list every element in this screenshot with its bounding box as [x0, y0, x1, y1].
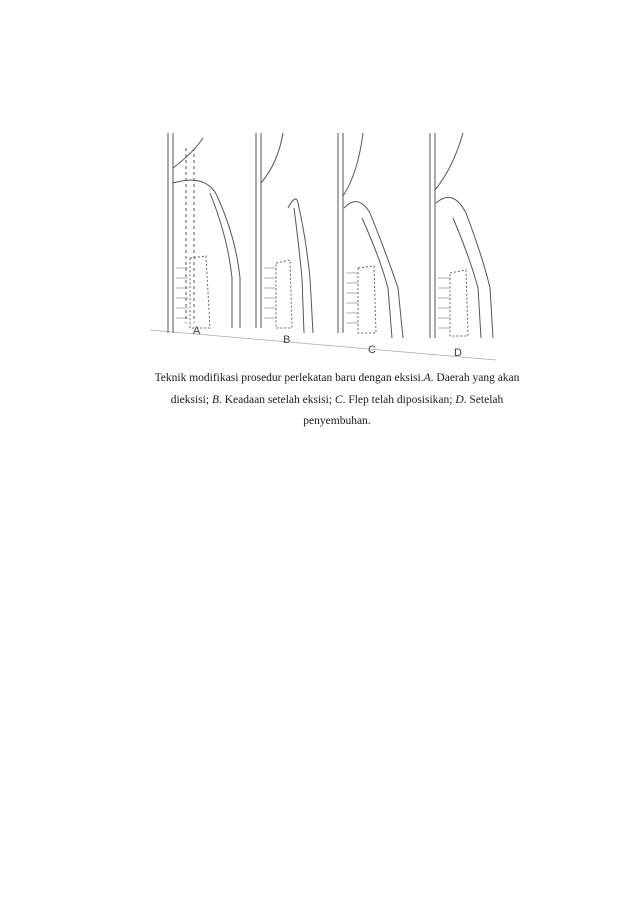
caption-text-2: . Daerah yang akan dieksisi;	[170, 372, 520, 406]
panel-label-a: A	[193, 325, 201, 337]
caption-label-d: D	[455, 393, 464, 406]
caption-label-b: B	[211, 393, 219, 406]
panel-a-drawing	[168, 133, 240, 333]
panel-b-drawing	[256, 133, 313, 333]
caption-label-c: C	[334, 393, 343, 406]
panel-label-b: B	[283, 334, 291, 346]
periodontal-figure	[148, 128, 498, 364]
caption-text-1: Teknik modifikasi prosedur perlekatan baru dengan eksisi.	[154, 372, 424, 384]
figure-caption	[136, 368, 538, 433]
caption-label-a: A	[423, 372, 431, 384]
caption-text-5: . Setelah penyembuhan.	[303, 393, 504, 427]
panel-c-drawing	[338, 133, 403, 338]
panel-d-drawing	[430, 133, 493, 338]
panel-label-d: D	[454, 347, 462, 359]
caption-text-4: . Flep telah diposisikan;	[342, 393, 456, 406]
panel-label-c: C	[368, 344, 376, 356]
caption-text-3: . Keadaan setelah eksisi;	[218, 393, 335, 406]
